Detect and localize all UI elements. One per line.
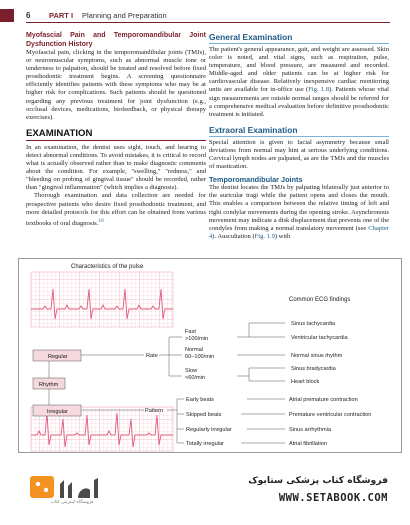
myofascial-paragraph: Myofascial pain, clicking in the temporomandibular joints (TMJs), or neuromuscular symptoms, such as abnormal muscle tone or tenderness to palpation, should be treated and resolved before fixed prosthodontic treatment begins. A screening questionnaire efficiently identifies patients with these symptoms who may be at higher risk for complications. Such patients should be questioned regarding any previous treatment for joint dysfunction (e.g., occlusal devices, medications, biofeedback, or physical therapy exercises). [26,49,206,121]
tmj-paragraph [209,184,389,241]
pattern-label: Pattern [145,408,164,414]
normal-label: Normal [185,347,204,353]
store-url[interactable]: WWW.SETABOOK.COM [278,492,388,504]
logo-subtitle: فروشگاه اینترنتی کتاب [50,500,94,505]
ecg-title: Common ECG findings [289,297,351,303]
regularly-irregular-label: Regularly irregular [186,427,232,433]
right-column [209,32,389,241]
part-tab-marker [0,9,14,22]
page-header [0,0,410,22]
left-column [26,32,206,228]
regular-label: Regular [48,354,68,360]
general-exam-paragraph [209,46,389,119]
irregular-box [33,405,81,416]
irregular-label: Irregular [47,409,68,415]
examination-paragraph-2 [26,192,206,228]
ventricular-tachycardia-label: Ventricular tachycardia [291,335,348,341]
chapter-link[interactable]: Chapter 4 [209,224,389,240]
paragraph-text: Thorough examination and data collection are needed for prospective patients who desire fixed prosthodontic treatment, and more detailed protocols for this effort can be obtained from various textbooks of oral diagnosis. [26,192,206,227]
fast-to-ecg-connector-1 [237,323,285,337]
rhythm-box [33,378,65,389]
setabook-logo [30,472,104,512]
skipped-beats-label: Skipped beats [186,412,222,418]
normal-range: 60–100/min [185,354,215,360]
normal-sinus-rhythm-label: Normal sinus rhythm [291,353,343,359]
reference-link[interactable]: 16 [98,217,104,224]
rhythm-label: Rhythm [39,382,59,388]
fast-range: >100/min [185,336,209,342]
heart-block-label: Heart block [291,379,320,385]
pulse-ecg-diagram [19,259,403,454]
myofascial-subhead: Myofascial Pain and Temporomandibular Joint Dysfunction History [26,32,206,48]
pulse-ecg-figure [18,258,402,453]
examination-paragraph: In an examination, the dentist uses sight, touch, and hearing to detect abnormal conditions. To avoid mistakes, it is critical to record what is actually observed rather than to make diagnostic comments about the condition. For example, "swelling," "redness," and "bleeding on probing of gingival tissue" should be recorded, rather than "gingival inflammation" (which implies a diagnosis). [26,143,206,192]
figure-link[interactable]: Fig. 1.9 [254,232,275,240]
extraoral-rule [209,136,389,137]
slow-to-ecg-connector-1 [237,368,285,376]
pulse-title: Characteristics of the pulse [71,264,144,270]
totally-irregular-label: Totally irregular [186,441,224,447]
examination-heading: EXAMINATION [26,127,93,139]
text-c: ) with [274,232,291,240]
text-b: ). Patients whose vital sign measurements are outside normal ranges should be referred for a comprehensive medical evaluation before definitive prosthodontic treatment is initiated. [209,86,389,118]
header-rule [26,22,390,23]
sinus-tachycardia-label: Sinus tachycardia [291,321,336,327]
footer-watermark [0,462,410,525]
examination-rule [26,140,206,141]
sinus-arrhythmia-label: Sinus arrhythmia [289,427,331,433]
regular-box [33,350,81,361]
figure-link[interactable]: Fig. 1.8 [308,86,330,94]
ecg-strip-regular [31,272,173,327]
fast-label: Fast [185,329,196,335]
text-a: The patient's general appearance, gait, and weight are assessed. Skin color is noted, and vital signs, such as respiration, pulse, temperature, and blood pressure, are measured and recorded. Middle-aged and older patients can be at higher risk for cardiovascular disease. Relatively inexpensive cardiac monitoring units are available for in-office use ( [209,46,389,94]
store-name: فروشگاه کتاب پزشکی ستابوک [248,475,388,486]
text-b: ). Auscultation ( [212,232,255,240]
extraoral-heading: Extraoral Examination [209,124,298,135]
text-a: The dentist locates the TMJs by palpating bilaterally just anterior to the auricular tragi while the patient opens and closes the mouth. This enables a comparison between the relative timing of left and right condylar movements during the opening stroke. Asynchronous movement may indicate a disk displacement that prevents one of the condyles from making a normal translatory movement (see [209,184,389,232]
atrial-fibrillation-label: Atrial fibrillation [289,441,327,447]
tmj-heading: Temporomandibular Joints [209,175,303,185]
slow-label: Slow [185,368,198,374]
rate-label: Rate [146,353,158,359]
slow-to-ecg-connector-2 [249,376,285,381]
general-exam-heading: General Examination [209,32,293,42]
sinus-bradycardia-label: Sinus bradycardia [291,366,336,372]
slow-range: <60/min [185,375,206,381]
part-label: PART I [49,11,74,20]
early-beats-label: Early beats [186,397,214,403]
premature-ventricular-contraction-label: Premature ventricular contraction [289,412,372,418]
page-number: 6 [26,11,31,20]
part-title: Planning and Preparation [82,11,167,20]
extraoral-paragraph: Special attention is given to facial asymmetry because small deviations from normal may hint at serious underlying conditions. Cervical lymph nodes are palpated, as are the TMJs and the muscles of mastication. [209,138,389,171]
general-exam-rule [209,43,389,44]
atrial-premature-contraction-label: Atrial premature contraction [289,397,358,403]
